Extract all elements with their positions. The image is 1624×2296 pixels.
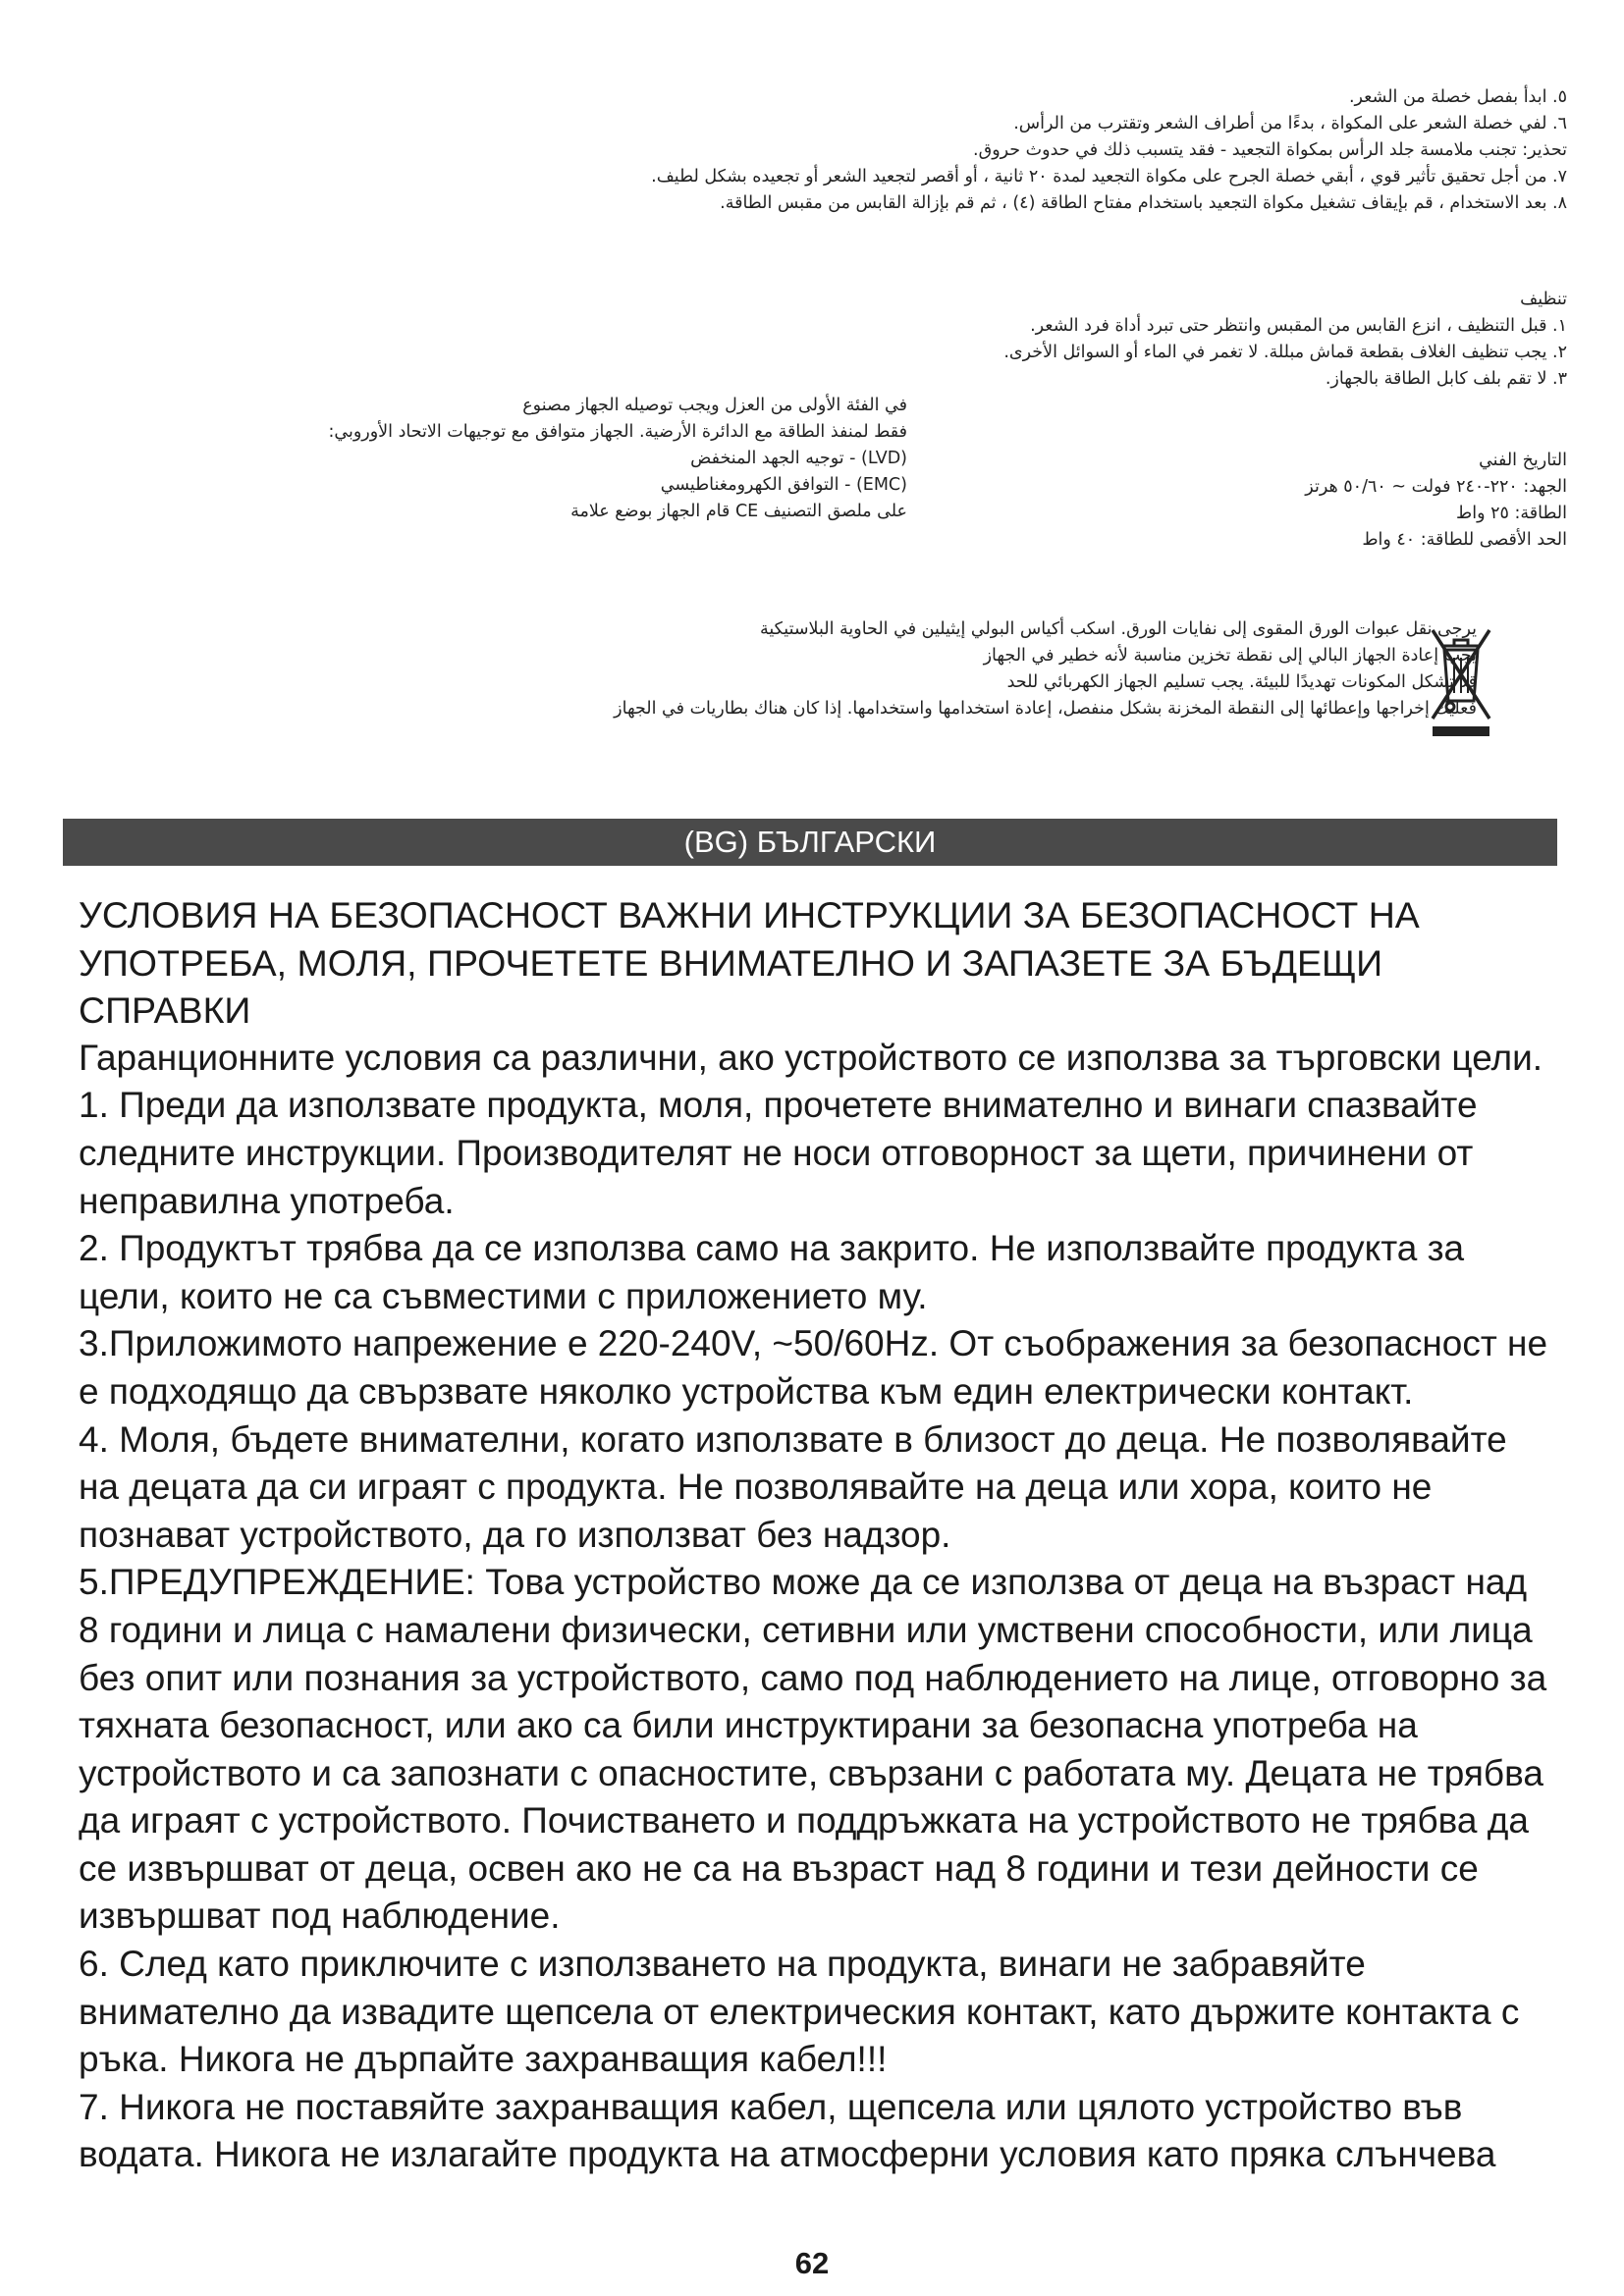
safety-heading: УСЛОВИЯ НА БЕЗОПАСНОСТ ВАЖНИ ИНСТРУКЦИИ ЗА БЕЗОПАСНОСТ НА УПОТРЕБА, МОЛЯ, ПРОЧЕТЕТЕ ВНИМАТЕЛНО И ЗАПАЗЕТЕ ЗА БЪДЕЩИ СПРАВКИ bbox=[79, 894, 1420, 1032]
arabic-safety-line: (LVD) - توجيه الجهد المنخفض bbox=[690, 449, 907, 468]
arabic-step-line: ٦. لفي خصلة الشعر على المكواة ، بدءًا من أطراف الشعر وتقترب من الرأس. bbox=[1013, 114, 1567, 133]
page-number: 62 bbox=[794, 2246, 830, 2280]
arabic-step-line: ٥. ابدأ بفصل خصلة من الشعر. bbox=[1348, 87, 1567, 107]
arabic-cleaning-line: ١. قبل التنظيف ، انزع القابس من المقبس وانتظر حتى تبرد أداة فرد الشعر. bbox=[1030, 316, 1567, 336]
crossed-out-wheelie-bin-icon bbox=[1429, 624, 1493, 740]
arabic-cleaning-line: ٢. يجب تنظيف الغلاف بقطعة قماش مبللة. لا تغمر في الماء أو السوائل الأخرى. bbox=[1003, 343, 1567, 362]
arabic-technical-title: التاريخ الفني bbox=[1479, 451, 1567, 470]
arabic-technical-data bbox=[1214, 448, 1567, 554]
instruction-paragraph: 5.ПРЕДУПРЕЖДЕНИЕ: Това устройство може да се използва от деца на възраст над 8 години и лица с намалени физически, сетивни или умствени способности, или лица без опит или познания за устройството, само под наблюдението на лице, отговорно за тяхната безопасност, или ако са били инструктирани за безопасна употреба на устройството и са запознати с опасностите, свързани с работата му. Децата не трябва да играят с устройството. Почистването и поддръжката на устройството не трябва да се извършват от деца, освен ако не са на възраст над 8 години и тези дейности се извършват под наблюдение. bbox=[79, 1562, 1547, 1937]
arabic-technical-line: الجهد: ٢٢٠-٢٤٠ فولت ~ ٥٠/٦٠ هرتز bbox=[1305, 477, 1567, 497]
arabic-weee-line: فعليك إخراجها وإعطائها إلى النقطة المخزنة بشكل منفصل، إعادة استخدامها واستخدامها. إذا كان هناك بطاريات في الجهاز bbox=[614, 699, 1477, 719]
arabic-step-line: تحذير: تجنب ملامسة جلد الرأس بمكواة التجعيد - فقد يتسبب ذلك في حدوث حروق. bbox=[973, 140, 1567, 160]
arabic-safety-line: على ملصق التصنيف CE قام الجهاز بوضع علامة bbox=[570, 502, 907, 521]
instruction-paragraph: 7. Никога не поставяйте захранващия кабел, щепсела или цялото устройство във водата. Никога не излагайте продукта на атмосферни условия като пряка слънчева bbox=[79, 2086, 1496, 2175]
arabic-safety-line: في الفئة الأولى من العزل ويجب توصيله الجهاز مصنوع bbox=[522, 396, 907, 415]
arabic-cleaning-section bbox=[958, 287, 1567, 393]
arabic-safety-class bbox=[328, 393, 907, 525]
arabic-safety-line: (EMC) - التوافق الكهرومغناطيسي bbox=[660, 475, 907, 495]
language-section-banner: (BG) БЪЛГАРСКИ bbox=[63, 819, 1557, 866]
instruction-paragraph: 2. Продуктът трябва да се използва само на закрито. Не използвайте продукта за цели, които не са съвместими с приложението му. bbox=[79, 1228, 1465, 1316]
arabic-weee-line: قد تشكل المكونات تهديدًا للبيئة. يجب تسليم الجهاز الكهربائي للحد bbox=[1006, 672, 1477, 692]
arabic-weee-disposal bbox=[102, 616, 1477, 722]
instruction-paragraph: 6. След като приключите с използването на продукта, винаги не забравяйте внимателно да извадите щепсела от електрическия контакт, като държите контакта с ръка. Никога не дърпайте захранващия кабел!!! bbox=[79, 1944, 1520, 2080]
arabic-weee-line: يجب إعادة الجهاز البالي إلى نقطة تخزين مناسبة لأنه خطير في الجهاز bbox=[983, 646, 1477, 666]
instruction-paragraph: 1. Преди да използвате продукта, моля, прочетете внимателно и винаги спазвайте следните инструкции. Производителят не носи отговорност за щети, причинени от неправилна употреба. bbox=[79, 1085, 1478, 1221]
arabic-usage-steps bbox=[55, 84, 1567, 217]
instruction-paragraph: 4. Моля, бъдете внимателни, когато използвате в близост до деца. Не позволявайте на децата да си играят с продукта. Не позволявайте на деца или хора, които не познават устройството, да го използват без надзор. bbox=[79, 1418, 1507, 1555]
arabic-cleaning-title: تنظيف bbox=[1520, 290, 1567, 309]
instruction-paragraph: Гаранционните условия са различни, ако устройството се използва за търговски цели. bbox=[79, 1037, 1543, 1078]
arabic-cleaning-line: ٣. لا تقم بلف كابل الطاقة بالجهاز. bbox=[1325, 369, 1567, 389]
arabic-technical-line: الحد الأقصى للطاقة: ٤٠ واط bbox=[1362, 530, 1567, 550]
arabic-step-line: ٨. بعد الاستخدام ، قم بإيقاف تشغيل مكواة التجعيد باستخدام مفتاح الطاقة (٤) ، ثم قم بإزالة القابس من مقبس الطاقة. bbox=[720, 193, 1567, 213]
bulgarian-instructions bbox=[79, 891, 1551, 2179]
arabic-technical-line: الطاقة: ٢٥ واط bbox=[1456, 504, 1567, 523]
arabic-safety-line: فقط لمنفذ الطاقة مع الدائرة الأرضية. الجهاز متوافق مع توجيهات الاتحاد الأوروبي: bbox=[328, 422, 907, 442]
instruction-paragraph: 3.Приложимото напрежение е 220-240V, ~50/60Hz. От съображения за безопасност не е подходящо да свързвате няколко устройства към един електрически контакт. bbox=[79, 1323, 1548, 1412]
arabic-weee-line: يرجى نقل عبوات الورق المقوى إلى نفايات الورق. اسكب أكياس البولي إيثيلين في الحاوية البلاستيكية bbox=[759, 619, 1477, 639]
arabic-step-line: ٧. من أجل تحقيق تأثير قوي ، أبقي خصلة الجرح على مكواة التجعيد لمدة ٢٠ ثانية ، أو أقصر لتجعيد الشعر أو تجعيده بشكل لطيف. bbox=[651, 167, 1567, 187]
